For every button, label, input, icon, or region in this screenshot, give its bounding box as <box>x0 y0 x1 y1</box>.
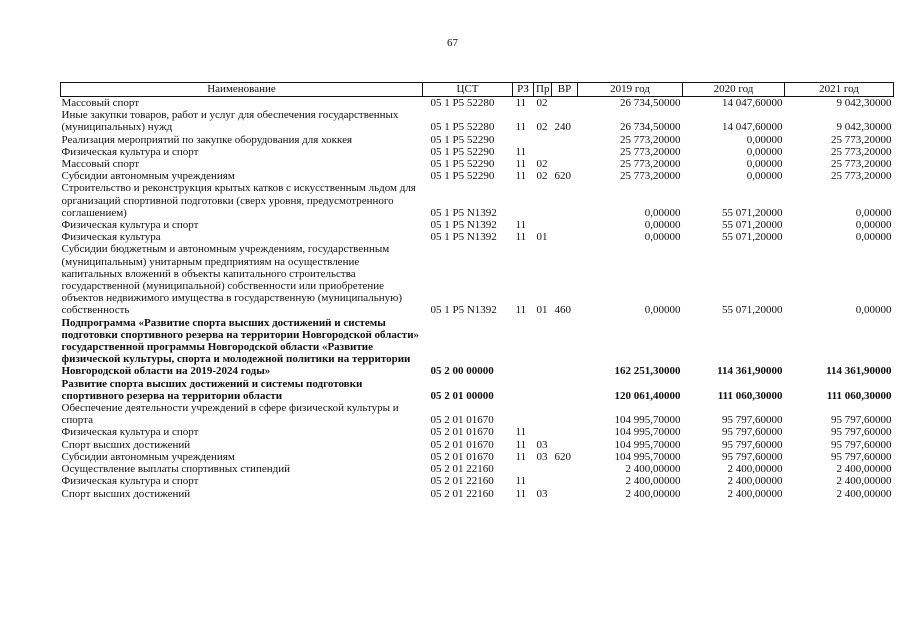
table-row <box>61 475 894 487</box>
cell-2020: 2 400,00000 <box>727 487 783 500</box>
cell-2021: 25 773,20000 <box>831 133 892 146</box>
cell-2020: 0,00000 <box>746 145 783 158</box>
cell-rz: 11 <box>515 426 527 439</box>
cell-2021: 95 797,60000 <box>831 450 892 463</box>
header-rz: РЗ <box>513 83 534 97</box>
cell-2021: 25 773,20000 <box>831 145 892 158</box>
cell-2020: 55 071,20000 <box>722 206 783 219</box>
cell-2020: 114 361,90000 <box>717 365 783 378</box>
cell-cst: 05 1 P5 N1392 <box>430 206 497 219</box>
cell-2020: 55 071,20000 <box>722 231 783 244</box>
cell-2020: 14 047,60000 <box>722 97 783 109</box>
cell-2020: 55 071,20000 <box>722 304 783 317</box>
cell-2019: 26 734,50000 <box>620 97 681 109</box>
cell-vr <box>552 97 578 110</box>
cell-2019: 104 995,70000 <box>614 438 681 451</box>
cell-cst: 05 1 P5 52290 <box>430 133 495 146</box>
cell-cst: 05 2 01 01670 <box>430 438 494 451</box>
cell-rz: 11 <box>515 121 527 134</box>
header-vr: ВР <box>552 83 578 97</box>
table-row <box>61 426 894 438</box>
cell-rz: 11 <box>515 219 527 232</box>
cell-pr <box>534 146 552 158</box>
cell-2019: 25 773,20000 <box>620 170 681 183</box>
cell-name: Подпрограмма «Развитие спорта высших достижений и системы подготовки спортивного резерва на территории Новгородской области» государственной программы Новгородской области «Развитие физической культуры, спорта и молодежной политики на территории Новгородской области на 2019-2024 годы» <box>61 316 420 378</box>
cell-cst: 05 1 P5 52280 <box>430 121 495 134</box>
cell-cst: 05 2 01 22160 <box>430 487 494 500</box>
cell-name: Субсидии автономным учреждениям <box>61 170 235 183</box>
cell-2021: 0,00000 <box>855 219 892 232</box>
table-row <box>61 378 894 402</box>
cell-2019: 104 995,70000 <box>614 426 681 439</box>
cell-vr <box>552 463 578 475</box>
cell-2019: 2 400,00000 <box>625 487 681 500</box>
cell-2020: 111 060,30000 <box>717 389 783 402</box>
table-row <box>61 170 894 182</box>
cell-rz: 11 <box>515 231 527 244</box>
table-row <box>61 439 894 451</box>
cell-name: Обеспечение деятельности учреждений в сфере физической культуры и спорта <box>61 402 399 427</box>
cell-cst: 05 1 P5 52290 <box>430 158 495 171</box>
table-row <box>61 182 894 219</box>
cell-name: Массовый спорт <box>61 158 140 171</box>
cell-2020: 95 797,60000 <box>722 450 783 463</box>
cell-cst: 05 1 P5 52290 <box>430 170 495 183</box>
cell-vr <box>552 231 578 243</box>
cell-pr: 02 <box>536 121 548 134</box>
cell-pr <box>534 426 552 438</box>
cell-cst: 05 2 01 01670 <box>430 426 494 439</box>
cell-pr <box>534 378 552 402</box>
page-number: 67 <box>447 37 458 49</box>
cell-cst: 05 2 01 01670 <box>430 450 494 463</box>
cell-vr <box>552 475 578 487</box>
header-2020: 2020 год <box>683 83 785 97</box>
cell-vr: 620 <box>554 170 571 183</box>
cell-cst: 05 1 P5 N1392 <box>430 304 497 317</box>
cell-2021: 95 797,60000 <box>831 414 892 427</box>
cell-name: Физическая культура и спорт <box>61 426 199 439</box>
table-row <box>61 158 894 170</box>
cell-2019: 104 995,70000 <box>614 414 681 427</box>
cell-pr <box>534 317 552 378</box>
cell-cst: 05 2 00 00000 <box>430 365 494 378</box>
cell-2021: 25 773,20000 <box>831 170 892 183</box>
cell-name: Физическая культура и спорт <box>61 219 199 232</box>
cell-name: Массовый спорт <box>61 97 140 109</box>
cell-rz: 11 <box>515 145 527 158</box>
cell-2019: 25 773,20000 <box>620 133 681 146</box>
cell-vr <box>552 426 578 438</box>
cell-rz <box>513 134 534 146</box>
cell-cst: 05 1 P5 52280 <box>430 97 495 109</box>
table-body <box>61 97 894 500</box>
cell-vr <box>552 182 578 219</box>
cell-2019: 0,00000 <box>644 206 681 219</box>
cell-vr <box>552 317 578 378</box>
cell-2021: 95 797,60000 <box>831 426 892 439</box>
cell-name: Реализация мероприятий по закупке оборудования для хоккея <box>61 133 353 146</box>
cell-rz: 11 <box>515 97 527 109</box>
cell-cst: 05 1 P5 N1392 <box>430 219 497 232</box>
table-row <box>61 317 894 378</box>
cell-vr <box>552 134 578 146</box>
cell-name: Субсидии бюджетным и автономным учреждениям, государственным (муниципальным) унитарным предприятиям на осуществление капитальных вложений в объекты капитального строительства государственной (муниципальной) собственности или приобретение объектов недвижимого имущества в государственную (муниципальную) собственность <box>61 243 403 317</box>
table-header <box>61 83 894 97</box>
cell-pr: 01 <box>536 304 548 317</box>
cell-pr: 02 <box>536 158 548 171</box>
cell-name: Физическая культура <box>61 231 161 244</box>
cell-name: Физическая культура и спорт <box>61 475 199 488</box>
cell-2019: 0,00000 <box>644 219 681 232</box>
cell-vr <box>552 402 578 426</box>
cell-2021: 2 400,00000 <box>836 463 892 476</box>
cell-vr <box>552 488 578 500</box>
cell-cst: 05 2 01 00000 <box>430 389 494 402</box>
cell-2020: 0,00000 <box>746 133 783 146</box>
header-pr: Пр <box>534 83 552 97</box>
cell-2021: 2 400,00000 <box>836 487 892 500</box>
cell-pr: 03 <box>536 450 548 463</box>
cell-2019: 26 734,50000 <box>620 121 681 134</box>
cell-cst: 05 2 01 22160 <box>430 463 494 476</box>
table-row <box>61 463 894 475</box>
table-row <box>61 97 894 110</box>
cell-name: Спорт высших достижений <box>61 438 191 451</box>
cell-pr <box>534 182 552 219</box>
cell-name: Физическая культура и спорт <box>61 145 199 158</box>
cell-2019: 2 400,00000 <box>625 475 681 488</box>
cell-2019: 120 061,40000 <box>614 389 681 402</box>
cell-name: Строительство и реконструкция крытых катков с искусственным льдом для организаций спортивной подготовки (сверх уровня, предусмотренного соглашением) <box>61 182 416 219</box>
cell-vr <box>552 378 578 402</box>
cell-cst: 05 1 P5 52290 <box>430 145 495 158</box>
cell-rz: 11 <box>515 487 527 500</box>
cell-pr: 03 <box>536 438 548 451</box>
cell-vr <box>552 146 578 158</box>
cell-rz <box>513 378 534 402</box>
header-2021: 2021 год <box>785 83 894 97</box>
table-row <box>61 451 894 463</box>
cell-name: Развитие спорта высших достижений и системы подготовки спортивного резерва на территории области <box>61 377 363 402</box>
cell-2019: 0,00000 <box>644 304 681 317</box>
cell-2020: 55 071,20000 <box>722 219 783 232</box>
cell-2021: 114 361,90000 <box>826 365 892 378</box>
cell-pr: 01 <box>536 231 548 244</box>
cell-2020: 14 047,60000 <box>722 121 783 134</box>
table-row <box>61 146 894 158</box>
cell-2019: 104 995,70000 <box>614 450 681 463</box>
cell-2021: 0,00000 <box>855 304 892 317</box>
cell-2020: 0,00000 <box>746 158 783 171</box>
cell-2020: 2 400,00000 <box>727 463 783 476</box>
cell-vr <box>552 158 578 170</box>
cell-2021: 9 042,30000 <box>836 121 892 134</box>
cell-rz: 11 <box>515 304 527 317</box>
budget-table <box>60 82 894 500</box>
cell-2021: 111 060,30000 <box>826 389 892 402</box>
table-row <box>61 488 894 500</box>
cell-2021: 9 042,30000 <box>836 97 892 109</box>
table-row <box>61 109 894 133</box>
table-row <box>61 231 894 243</box>
cell-pr <box>534 219 552 231</box>
cell-2020: 2 400,00000 <box>727 475 783 488</box>
cell-name: Субсидии автономным учреждениям <box>61 450 235 463</box>
cell-pr: 03 <box>536 487 548 500</box>
cell-rz: 11 <box>515 475 527 488</box>
cell-rz <box>513 317 534 378</box>
table-row <box>61 243 894 316</box>
cell-rz: 11 <box>515 450 527 463</box>
header-cst: ЦСТ <box>423 83 513 97</box>
cell-2019: 0,00000 <box>644 231 681 244</box>
cell-vr: 460 <box>554 304 571 317</box>
cell-rz <box>513 182 534 219</box>
cell-2021: 25 773,20000 <box>831 158 892 171</box>
cell-2020: 0,00000 <box>746 170 783 183</box>
cell-2019: 25 773,20000 <box>620 158 681 171</box>
cell-pr <box>534 402 552 426</box>
cell-name: Иные закупки товаров, работ и услуг для обеспечения государственных (муниципальных) нужд <box>61 109 399 134</box>
table-row <box>61 134 894 146</box>
cell-pr: 02 <box>536 170 548 183</box>
cell-cst: 05 2 01 22160 <box>430 475 494 488</box>
cell-2019: 2 400,00000 <box>625 463 681 476</box>
cell-vr <box>552 439 578 451</box>
cell-2021: 95 797,60000 <box>831 438 892 451</box>
cell-2019: 25 773,20000 <box>620 145 681 158</box>
cell-rz: 11 <box>515 158 527 171</box>
cell-cst: 05 1 P5 N1392 <box>430 231 497 244</box>
table-row <box>61 219 894 231</box>
cell-name: Осуществление выплаты спортивных стипендий <box>61 463 290 476</box>
cell-pr <box>534 134 552 146</box>
cell-2021: 2 400,00000 <box>836 475 892 488</box>
cell-pr <box>534 463 552 475</box>
cell-2019: 162 251,30000 <box>614 365 681 378</box>
header-name: Наименование <box>61 83 423 97</box>
cell-rz <box>513 402 534 426</box>
cell-cst: 05 2 01 01670 <box>430 414 494 427</box>
cell-pr <box>534 475 552 487</box>
cell-vr: 620 <box>554 450 571 463</box>
cell-name: Спорт высших достижений <box>61 487 191 500</box>
cell-rz <box>513 463 534 475</box>
table-row <box>61 402 894 426</box>
cell-rz: 11 <box>515 438 527 451</box>
cell-rz: 11 <box>515 170 527 183</box>
cell-2020: 95 797,60000 <box>722 438 783 451</box>
cell-2021: 0,00000 <box>855 231 892 244</box>
cell-2021: 0,00000 <box>855 206 892 219</box>
cell-2020: 95 797,60000 <box>722 414 783 427</box>
header-2019: 2019 год <box>578 83 683 97</box>
cell-2020: 95 797,60000 <box>722 426 783 439</box>
cell-pr: 02 <box>536 97 548 109</box>
cell-vr <box>552 219 578 231</box>
cell-vr: 240 <box>554 121 571 134</box>
